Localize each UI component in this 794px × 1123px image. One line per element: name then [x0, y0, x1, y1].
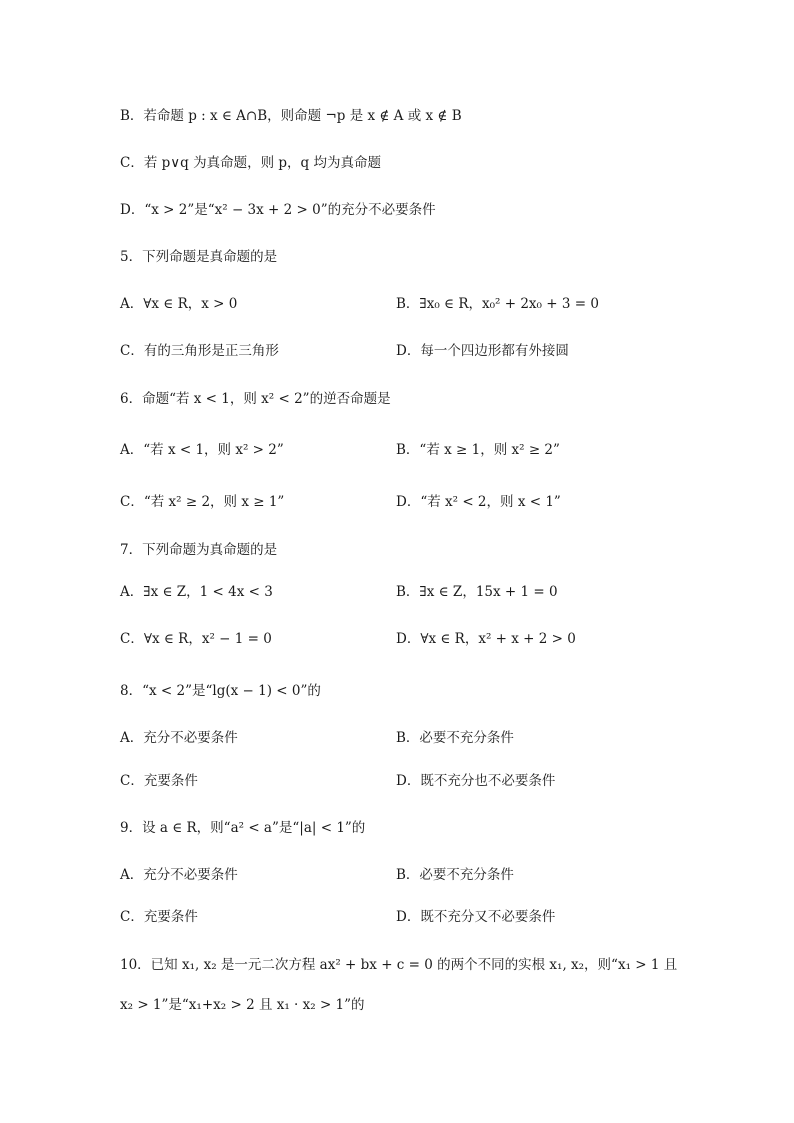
- option-6b: B．“若 x ≥ 1，则 x² ≥ 2”: [396, 442, 560, 458]
- option-8b: B．必要不充分条件: [396, 730, 514, 746]
- option-8a: A．充分不必要条件: [120, 730, 238, 746]
- option-4b: B．若命题 p : x ∈ A∩B，则命题 ¬p 是 x ∉ A 或 x ∉ B: [120, 108, 462, 124]
- option-9b: B．必要不充分条件: [396, 867, 514, 883]
- option-7d: D．∀x ∈ R，x² + x + 2 > 0: [396, 631, 576, 647]
- question-8: 8．“x < 2”是“lg(x − 1) < 0”的: [120, 683, 321, 699]
- option-8d: D．既不充分也不必要条件: [396, 773, 556, 789]
- option-4d: D．“x > 2”是“x² − 3x + 2 > 0”的充分不必要条件: [120, 202, 436, 218]
- question-10-line-1: 10．已知 x₁, x₂ 是一元二次方程 ax² + bx + c = 0 的两个不同的实根 x₁, x₂，则“x₁ > 1 且: [120, 957, 678, 973]
- option-5b: B．∃x₀ ∈ R，x₀² + 2x₀ + 3 = 0: [396, 296, 599, 312]
- question-7: 7．下列命题为真命题的是: [120, 542, 278, 558]
- option-9d: D．既不充分又不必要条件: [396, 909, 556, 925]
- option-8c: C．充要条件: [120, 773, 198, 789]
- option-6c: C．“若 x² ≥ 2，则 x ≥ 1”: [120, 494, 285, 510]
- option-4c: C．若 p∨q 为真命题，则 p，q 均为真命题: [120, 155, 381, 171]
- option-7c: C．∀x ∈ R，x² − 1 = 0: [120, 631, 272, 647]
- question-10-line-2: x₂ > 1”是“x₁+x₂ > 2 且 x₁ · x₂ > 1”的: [120, 997, 365, 1013]
- option-5c: C．有的三角形是正三角形: [120, 343, 279, 359]
- option-6d: D．“若 x² < 2，则 x < 1”: [396, 494, 561, 510]
- option-5d: D．每一个四边形都有外接圆: [396, 343, 569, 359]
- option-9c: C．充要条件: [120, 909, 198, 925]
- question-9: 9．设 a ∈ R，则“a² < a”是“|a| < 1”的: [120, 820, 366, 836]
- question-6: 6．命题“若 x < 1，则 x² < 2”的逆否命题是: [120, 391, 391, 407]
- option-7a: A．∃x ∈ Z，1 < 4x < 3: [120, 584, 273, 600]
- option-6a: A．“若 x < 1，则 x² > 2”: [120, 442, 284, 458]
- option-9a: A．充分不必要条件: [120, 867, 238, 883]
- question-5: 5．下列命题是真命题的是: [120, 249, 278, 265]
- option-5a: A．∀x ∈ R，x > 0: [120, 296, 238, 312]
- option-7b: B．∃x ∈ Z，15x + 1 = 0: [396, 584, 558, 600]
